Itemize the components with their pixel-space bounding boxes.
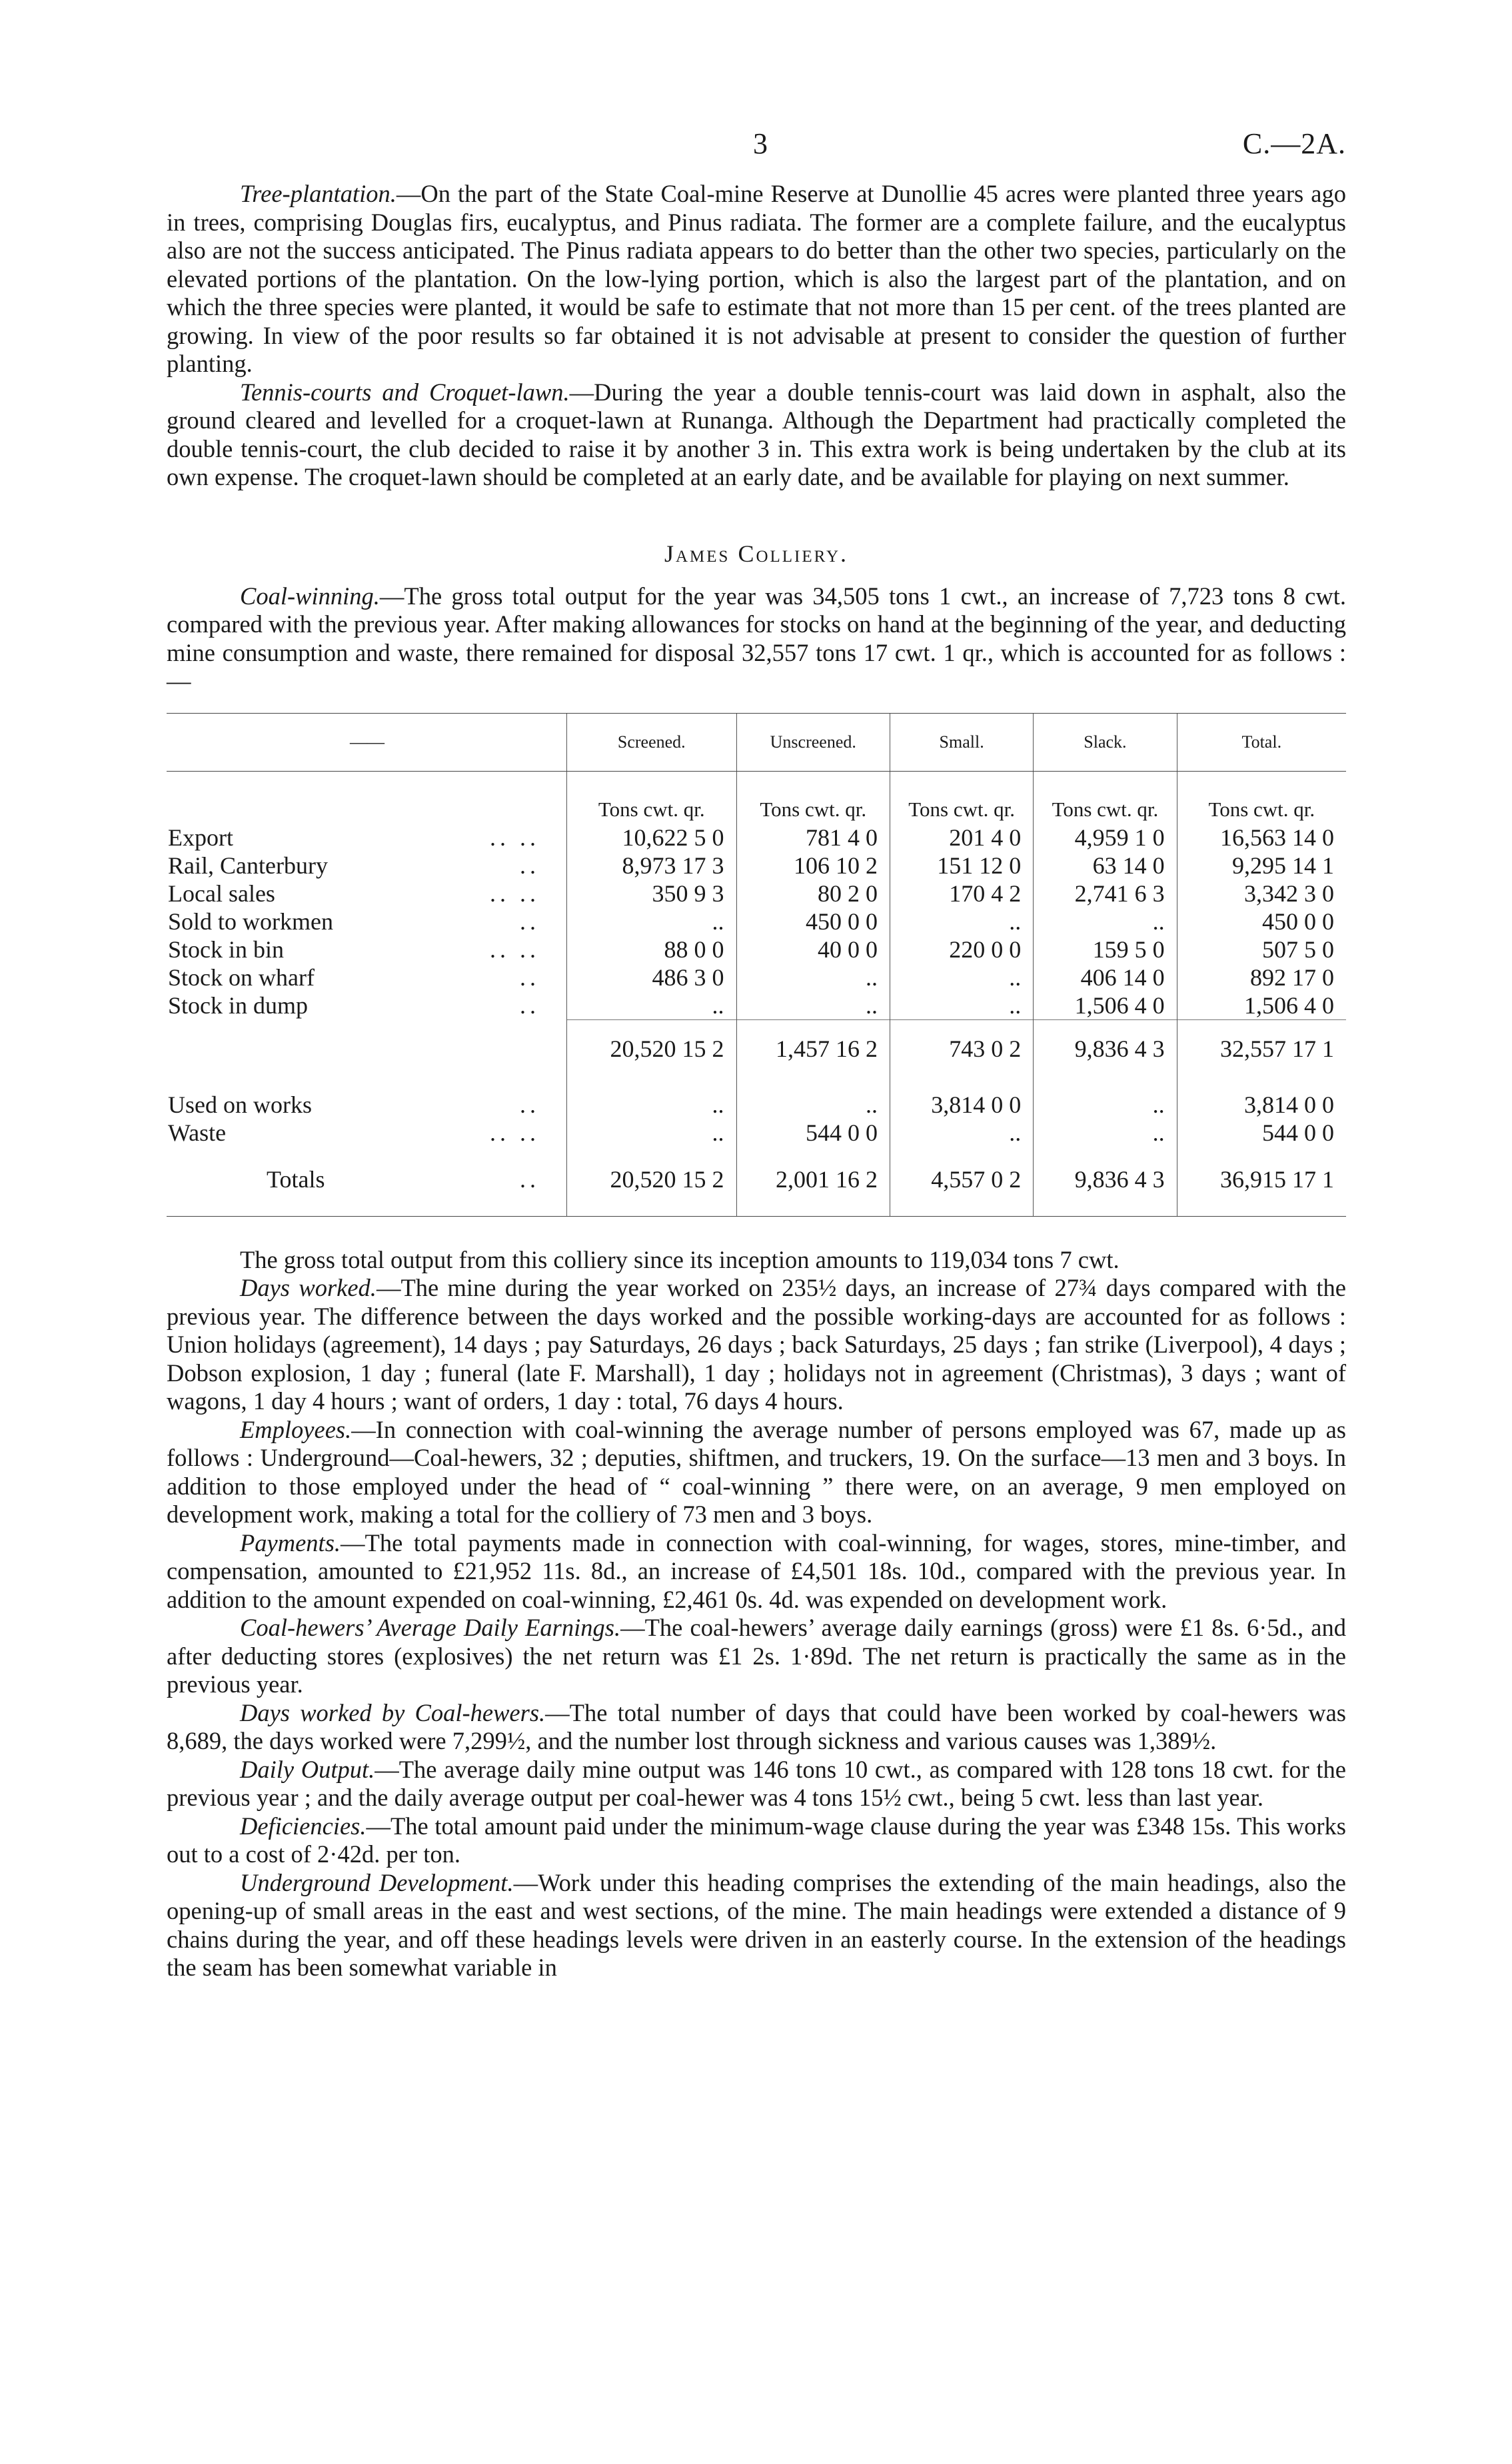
paragraph-tree-plantation (167, 180, 1346, 378)
cell: 106 10 2 (736, 852, 890, 880)
totals-row: Totals .. 20,520 15 2 2,001 16 2 4,557 0 2 9,836 4 3 36,915 17 1 (167, 1147, 1346, 1203)
paragraph-days-worked (167, 1274, 1346, 1416)
table-header-row (167, 713, 1346, 771)
cell: 36,915 17 1 (1177, 1147, 1346, 1203)
cell: 9,836 4 3 (1034, 1019, 1177, 1077)
coal-disposal-table (167, 713, 1346, 1217)
row-label: Waste (168, 1119, 227, 1146)
paragraph-text: —On the part of the State Coal-mine Reserve at Dunollie 45 acres were planted three years ago in trees, comprising Douglas firs, eucalyptus, and Pinus radiata. The former are a complete failure, and the eucalyptus also are not the success anticipated. The Pinus radiata appears to do better than the other two species, particularly on the elevated portions of the plantation. On the low-lying portion, which is also the largest part of the plantation, and on which the three species were planted, it would be safe to estimate that not more than 15 per cent. of the trees planted are growing. In view of the poor results so far obtained it is not advisable at present to consider the question of further planting. (167, 180, 1346, 377)
units-label: Tons cwt. qr. (1177, 771, 1346, 824)
table-row: Stock on wharf .. 486 3 0 .. .. 406 14 0 892 17 0 (167, 963, 1346, 991)
column-header: Total. (1177, 713, 1346, 771)
paragraph-days-worked-by-coal-hewers (167, 1699, 1346, 1756)
table-row: Stock in bin .. .. 88 0 0 40 0 0 220 0 0 159 5 0 507 5 0 (167, 935, 1346, 963)
cell: 544 0 0 (1177, 1119, 1346, 1147)
paragraph-text: —Work under this heading comprises the extending of the main headings, also the opening-up of small areas in the east and west sections, of the mine. The main headings were extended a distance of 9 chains during the year, and off these headings levels were driven in an easterly course. In the extension of the headings the seam has been somewhat variable in (167, 1868, 1347, 1981)
paragraph-text: —The total number of days that could have been worked by coal-hewers was 8,689, the days worked were 7,299½, and the number lost through sickness and various causes was 1,389½. (167, 1698, 1346, 1754)
cell: 159 5 0 (1034, 935, 1177, 963)
paragraph-heading: Employees. (240, 1415, 352, 1443)
paragraph-heading: Days worked by Coal-hewers. (240, 1698, 546, 1726)
cell: 4,959 1 0 (1034, 824, 1177, 852)
paragraph-heading: Payments. (240, 1529, 341, 1556)
paragraph-text: —The mine during the year worked on 235½ days, an increase of 27¾ days compared with the previous year. The difference between the days worked and the possible working-days are accounted for as follows : Union holidays (agreement), 14 days ; pay Saturdays, 26 days ; back Saturdays, 25 days ; fan strike (Liverpool), 4 days ; Dobson explosion, 1 day ; funeral (late F. Marshall), 1 day ; holidays not in agreement (Christmas), 3 days ; want of wagons, 1 day 4 hours ; want of orders, 1 day : total, 76 days 4 hours. (167, 1274, 1346, 1415)
paragraph-text: —The gross total output for the year was 34,505 tons 1 cwt., an increase of 7,723 tons 8 cwt. compared with the previous year. After making allowances for stocks on hand at the beginning of the year, and deducting mine consumption and waste, there remained for disposal 32,557 tons 17 cwt. 1 qr., which is accounted for as follows :— (167, 582, 1346, 694)
row-label: Stock in dump (168, 991, 309, 1019)
cell: 486 3 0 (567, 963, 737, 991)
paragraph-heading: Days worked. (240, 1274, 377, 1301)
table-row: Sold to workmen .. .. 450 0 0 .. .. 450 0 0 (167, 908, 1346, 935)
paragraph-text: —The coal-hewers’ average daily earnings (gross) were £1 8s. 6·5d., and after deducting stores (explosives) the net return was £1 2s. 1·89d. The net return is practically the same as in the previous year. (167, 1614, 1346, 1698)
cell: .. (890, 963, 1033, 991)
row-label: Local sales (168, 880, 275, 907)
column-header: Screened. (567, 713, 737, 771)
paragraph-gross-output (167, 1246, 1346, 1275)
cell: 9,836 4 3 (1034, 1147, 1177, 1203)
cell: 16,563 14 0 (1177, 824, 1346, 852)
cell: 63 14 0 (1034, 852, 1177, 880)
cell: 32,557 17 1 (1177, 1019, 1346, 1077)
cell: 151 12 0 (890, 852, 1033, 880)
cell: 201 4 0 (890, 824, 1033, 852)
paragraph-tennis-courts (167, 378, 1346, 492)
cell: .. (1034, 1119, 1177, 1147)
units-label: Tons cwt. qr. (890, 771, 1033, 824)
row-label: Export (168, 824, 233, 851)
row-label: Stock in bin (168, 935, 285, 963)
cell: 544 0 0 (736, 1119, 890, 1147)
paragraph-heading: Coal-winning. (240, 582, 380, 610)
paragraph-heading: Coal-hewers’ Average Daily Earnings. (240, 1614, 621, 1641)
column-header: —— (167, 713, 567, 771)
totals-label: Totals (267, 1165, 325, 1193)
paragraph-coal-winning (167, 582, 1346, 696)
paragraph-heading: Deficiencies. (240, 1812, 367, 1840)
column-header: Slack. (1034, 713, 1177, 771)
page (167, 120, 1346, 1982)
paragraph-payments (167, 1529, 1346, 1614)
row-label: Stock on wharf (168, 963, 315, 991)
cell: 80 2 0 (736, 880, 890, 908)
units-row (167, 771, 1346, 824)
column-header: Small. (890, 713, 1033, 771)
paragraph-heading: Tennis-courts and Croquet-lawn. (240, 378, 570, 406)
cell: 450 0 0 (736, 908, 890, 935)
cell: .. (736, 963, 890, 991)
column-header: Unscreened. (736, 713, 890, 771)
cell: 743 0 2 (890, 1019, 1033, 1077)
cell: 20,520 15 2 (567, 1019, 737, 1077)
cell: .. (567, 1091, 737, 1119)
cell: 4,557 0 2 (890, 1147, 1033, 1203)
cell: 2,741 6 3 (1034, 880, 1177, 908)
cell: 406 14 0 (1034, 963, 1177, 991)
table-row: Rail, Canterbury .. 8,973 17 3 106 10 2 151 12 0 63 14 0 9,295 14 1 (167, 852, 1346, 880)
paragraph-heading: Daily Output. (240, 1755, 375, 1783)
cell: 220 0 0 (890, 935, 1033, 963)
paragraph-daily-output (167, 1756, 1346, 1812)
row-label: Used on works (168, 1091, 312, 1118)
cell: 40 0 0 (736, 935, 890, 963)
units-label: Tons cwt. qr. (567, 771, 737, 824)
paragraph-heading: Underground Development. (240, 1868, 514, 1896)
paper-id: C.—2A. (1242, 127, 1346, 160)
page-header (167, 120, 1346, 180)
cell: 2,001 16 2 (736, 1147, 890, 1203)
paragraph-text: —The average daily mine output was 146 tons 10 cwt., as compared with 128 tons 18 cwt. for the previous year ; and the daily average output per coal-hewer was 4 tons 15½ cwt., being 5 cwt. less than last year. (167, 1755, 1346, 1811)
cell: 1,506 4 0 (1034, 991, 1177, 1020)
cell: .. (567, 1119, 737, 1147)
paragraph-text: The gross total output from this colliery since its inception amounts to 119,034 tons 7 cwt. (240, 1245, 1120, 1273)
cell: 3,814 0 0 (890, 1091, 1033, 1119)
paragraph-underground-development (167, 1869, 1346, 1982)
cell: .. (736, 1091, 890, 1119)
cell: 450 0 0 (1177, 908, 1346, 935)
cell: 892 17 0 (1177, 963, 1346, 991)
paragraph-text: —The total payments made in connection with coal-winning, for wages, stores, mine-timber, and compensation, amounted to £21,952 11s. 8d., an increase of £4,501 18s. 10d., compared with the previous year. In addition to the amount expended on coal-winning, £2,461 0s. 4d. was expended on development work. (167, 1529, 1346, 1613)
cell: 1,506 4 0 (1177, 991, 1346, 1020)
row-label: Sold to workmen (168, 908, 333, 935)
cell: .. (890, 991, 1033, 1020)
cell: 507 5 0 (1177, 935, 1346, 963)
cell: .. (567, 908, 737, 935)
cell: .. (736, 991, 890, 1020)
table-row: Waste .. .. .. 544 0 0 .. .. 544 0 0 (167, 1119, 1346, 1147)
cell: 9,295 14 1 (1177, 852, 1346, 880)
paragraph-text: —The total amount paid under the minimum-wage clause during the year was £348 15s. This works out to a cost of 2·42d. per ton. (167, 1812, 1346, 1868)
paragraph-employees (167, 1416, 1346, 1529)
section-title: James Colliery. (664, 540, 849, 567)
cell: 170 4 2 (890, 880, 1033, 908)
cell: 3,342 3 0 (1177, 880, 1346, 908)
cell: 350 9 3 (567, 880, 737, 908)
cell: 10,622 5 0 (567, 824, 737, 852)
table-row: Used on works .. .. .. 3,814 0 0 .. 3,814 0 0 (167, 1091, 1346, 1119)
row-label: Rail, Canterbury (168, 852, 328, 879)
paragraph-deficiencies (167, 1812, 1346, 1869)
cell: .. (890, 908, 1033, 935)
page-number: 3 (753, 127, 768, 160)
cell: 20,520 15 2 (567, 1147, 737, 1203)
cell: .. (890, 1119, 1033, 1147)
paragraph-coal-hewers-earnings (167, 1614, 1346, 1699)
paragraph-text: —In connection with coal-winning the average number of persons employed was 67, made up as follows : Underground—Coal-hewers, 32 ; deputies, shiftmen, and truckers, 19. On the surface—13 men and 3 boys. In addition to those employed under the head of “ coal-winning ” there were, on an average, 9 men employed on development work, making a total for the colliery of 73 men and 3 boys. (167, 1415, 1346, 1528)
paragraph-text: —During the year a double tennis-court was laid down in asphalt, also the ground cleared and levelled for a croquet-lawn at Runanga. Although the Department had practically completed the double tennis-court, the club decided to raise it by another 3 in. This extra work is being undertaken by the club at its own expense. The croquet-lawn should be completed at an early date, and be available for playing on next summer. (167, 378, 1346, 490)
cell: .. (567, 991, 737, 1020)
subtotal-row (167, 1019, 1346, 1077)
paragraph-heading: Tree-plantation. (240, 180, 396, 207)
cell: 3,814 0 0 (1177, 1091, 1346, 1119)
table-row: Export .. .. 10,622 5 0 781 4 0 201 4 0 4,959 1 0 16,563 14 0 (167, 824, 1346, 852)
table-row: Stock in dump .. .. .. .. 1,506 4 0 1,506 4 0 (167, 991, 1346, 1020)
cell: 8,973 17 3 (567, 852, 737, 880)
cell: 781 4 0 (736, 824, 890, 852)
cell: .. (1034, 908, 1177, 935)
units-label: Tons cwt. qr. (1034, 771, 1177, 824)
cell: .. (1034, 1091, 1177, 1119)
units-label: Tons cwt. qr. (736, 771, 890, 824)
cell: 88 0 0 (567, 935, 737, 963)
table-row: Local sales .. .. 350 9 3 80 2 0 170 4 2 2,741 6 3 3,342 3 0 (167, 880, 1346, 908)
cell: 1,457 16 2 (736, 1019, 890, 1077)
